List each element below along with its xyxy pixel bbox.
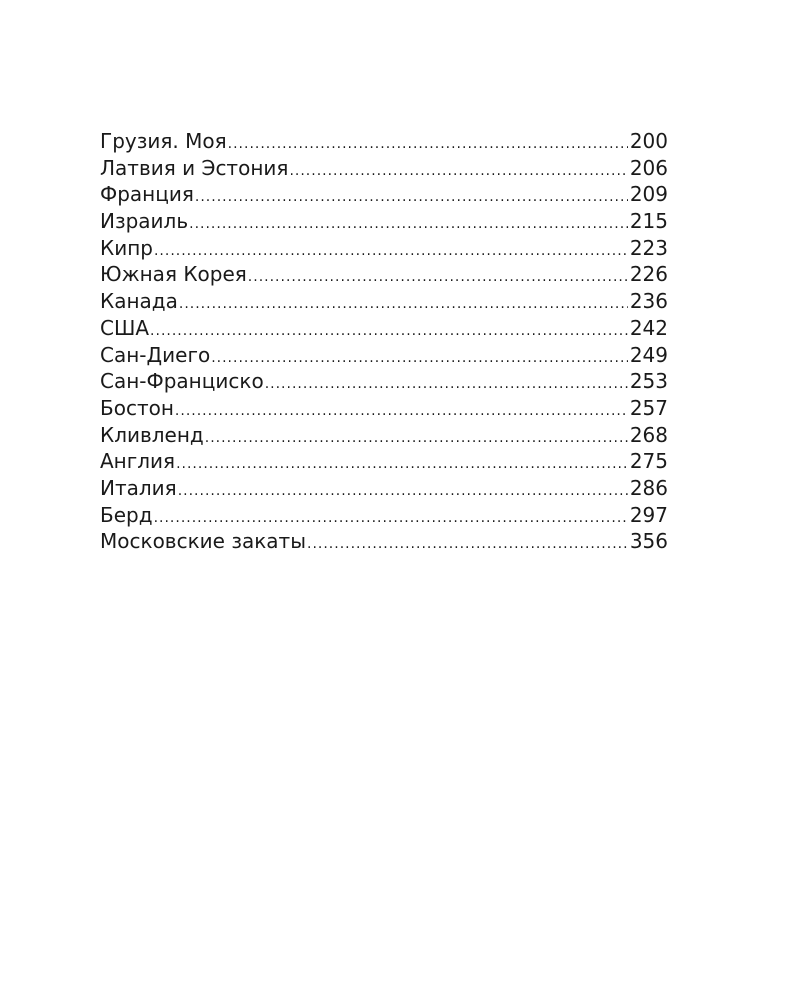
toc-entry-title: Южная Корея <box>100 262 247 287</box>
table-of-contents <box>100 128 668 555</box>
toc-entry[interactable] <box>100 288 668 315</box>
toc-entry-page: 249 <box>629 342 668 367</box>
toc-entry-page: 200 <box>629 129 668 153</box>
toc-entry[interactable] <box>100 181 668 208</box>
toc-entry-title: Франция <box>100 182 194 207</box>
toc-entry-title: Московские закаты <box>100 529 306 554</box>
dot-leader <box>195 184 628 211</box>
toc-entry[interactable] <box>100 448 668 475</box>
toc-entry-page: 257 <box>629 395 668 420</box>
toc-entry[interactable] <box>100 315 668 342</box>
dot-leader <box>150 318 628 345</box>
toc-entry[interactable] <box>100 208 668 235</box>
toc-entry-title: Сан-Диего <box>100 342 211 367</box>
toc-entry[interactable] <box>100 395 668 422</box>
toc-entry[interactable] <box>100 422 668 449</box>
toc-entry[interactable] <box>100 528 668 555</box>
toc-entry-title: Израиль <box>100 209 189 234</box>
dot-leader <box>176 451 628 478</box>
toc-entry-title: Кипр <box>100 235 153 260</box>
dot-leader <box>205 425 628 452</box>
toc-entry[interactable] <box>100 342 668 369</box>
toc-entry-page: 236 <box>629 289 668 314</box>
toc-entry-title: Кливленд <box>100 422 204 447</box>
toc-entry-title: Грузия. Моя <box>100 129 227 153</box>
toc-entry-title: Италия <box>100 475 177 500</box>
toc-entry-page: 268 <box>629 422 668 447</box>
toc-entry[interactable] <box>100 368 668 395</box>
toc-entry-page: 206 <box>629 155 668 180</box>
dot-leader <box>189 211 628 238</box>
dot-leader <box>178 478 628 505</box>
dot-leader <box>289 158 627 185</box>
toc-entry-page: 226 <box>629 262 668 287</box>
dot-leader <box>248 264 628 291</box>
toc-entry-title: Латвия и Эстония <box>100 155 289 180</box>
toc-entry[interactable] <box>100 235 668 262</box>
toc-entry-page: 242 <box>629 315 668 340</box>
dot-leader <box>211 345 628 372</box>
toc-entry-page: 215 <box>629 209 668 234</box>
dot-leader <box>228 131 628 158</box>
toc-entry-title: Англия <box>100 449 176 474</box>
toc-entry[interactable] <box>100 155 668 182</box>
dot-leader <box>179 291 628 318</box>
toc-entry-page: 253 <box>629 369 668 394</box>
toc-entry-page: 286 <box>629 475 668 500</box>
dot-leader <box>307 531 628 558</box>
toc-entry-page: 275 <box>629 449 668 474</box>
dot-leader <box>265 371 628 398</box>
toc-entry-title: Бостон <box>100 395 174 420</box>
toc-entry-page: 356 <box>629 529 668 554</box>
dot-leader <box>175 398 628 425</box>
toc-entry[interactable] <box>100 261 668 288</box>
toc-entry-title: Канада <box>100 289 178 314</box>
toc-entry-page: 209 <box>629 182 668 207</box>
toc-entry-page: 223 <box>629 235 668 260</box>
toc-entry[interactable] <box>100 502 668 529</box>
toc-entry-title: Сан-Франциско <box>100 369 264 394</box>
dot-leader <box>154 505 628 532</box>
dot-leader <box>154 238 628 265</box>
toc-entry[interactable] <box>100 475 668 502</box>
toc-entry-title: Берд <box>100 502 153 527</box>
toc-entry[interactable] <box>100 128 668 155</box>
toc-entry-page: 297 <box>629 502 668 527</box>
toc-entry-title: США <box>100 315 150 340</box>
